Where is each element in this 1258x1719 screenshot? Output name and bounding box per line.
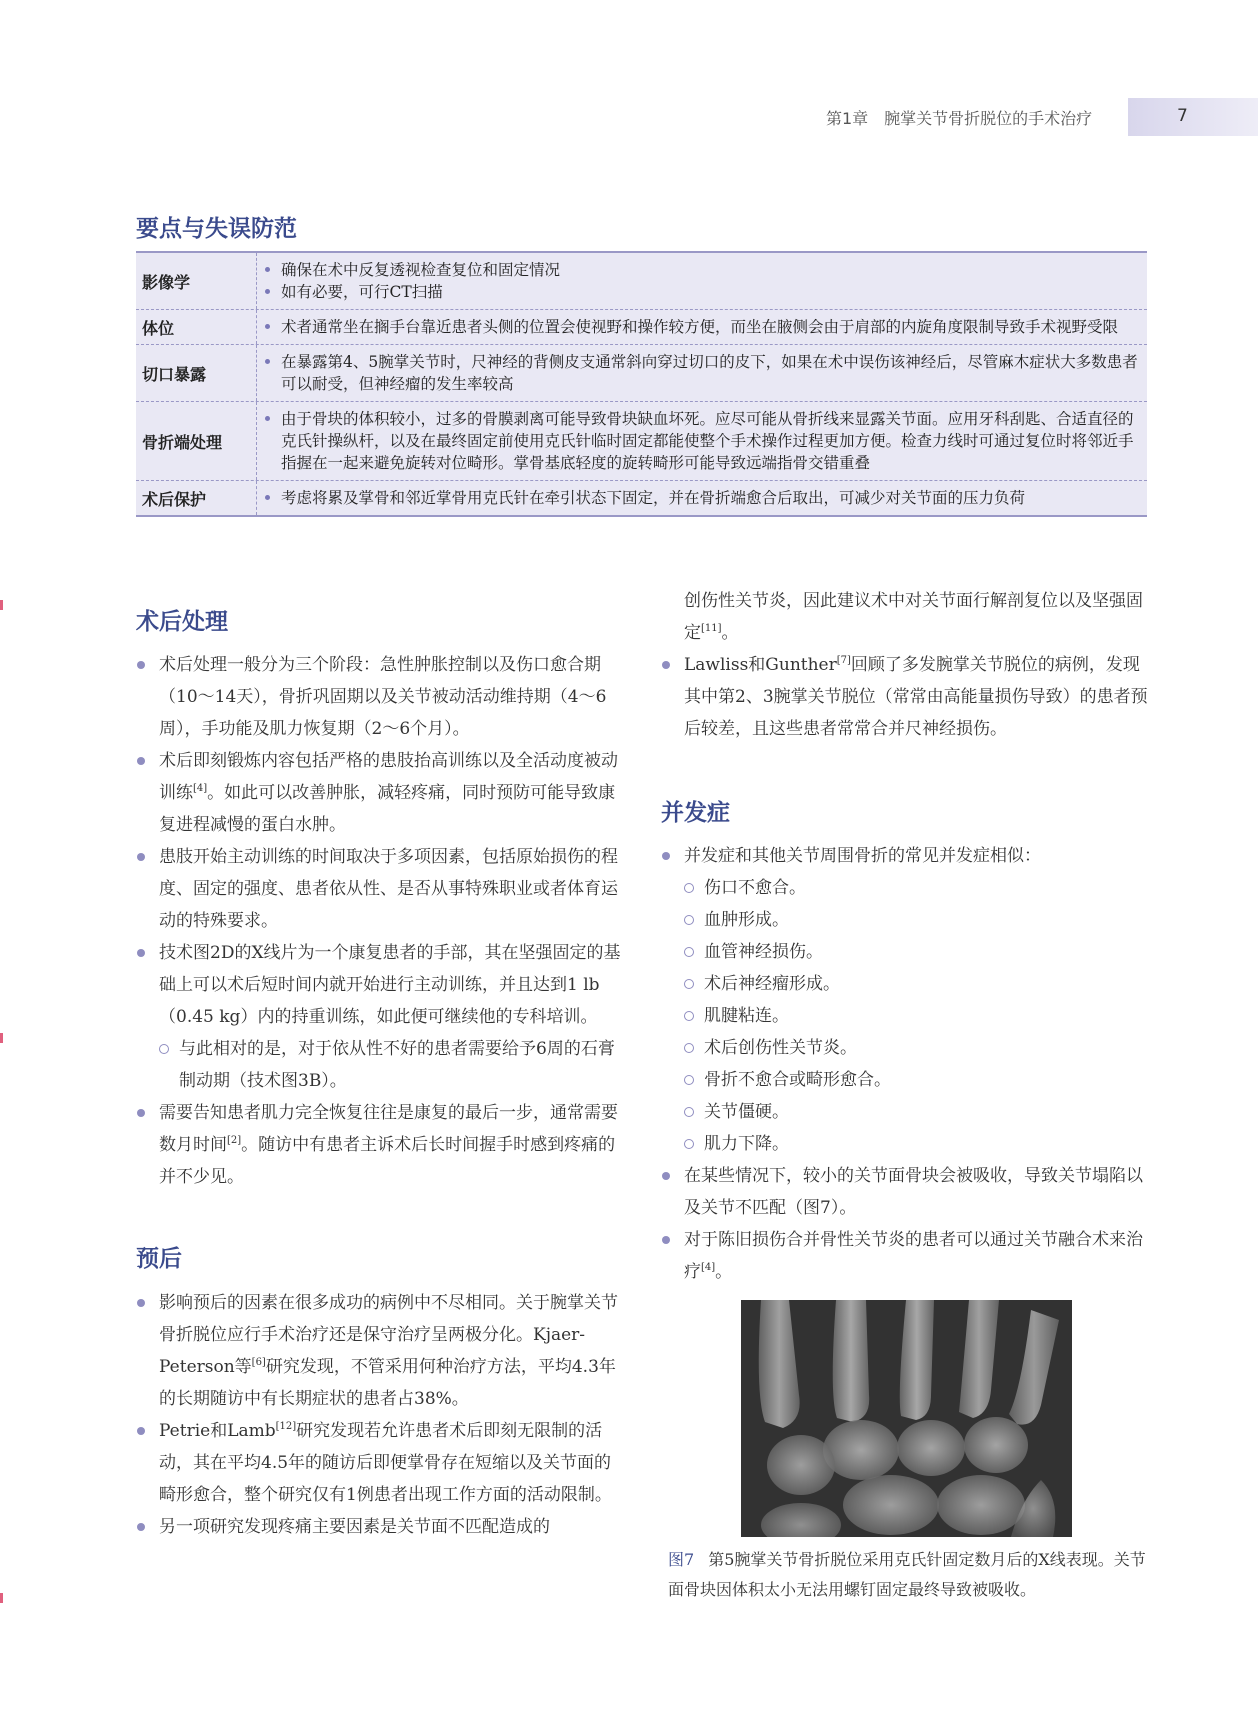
complication-item: 术后创伤性关节炎。 — [661, 1032, 1149, 1064]
xray-figure — [741, 1300, 1072, 1537]
complications-section-title: 并发症 — [661, 800, 730, 826]
complication-item: 血肿形成。 — [661, 904, 1149, 936]
complication-item: 关节僵硬。 — [661, 1096, 1149, 1128]
complication-item: 肌腱粘连。 — [661, 1000, 1149, 1032]
paragraph: 影响预后的因素在很多成功的病例中不尽相同。关于腕掌关节骨折脱位应行手术治疗还是保守治疗呈两极分化。Kjaer-Peterson等[6]研究发现，不管采用何种治疗方法，平均4.3年的长期随访中有长期症状的患者占38%。 — [136, 1287, 624, 1415]
key-point-item: 如有必要，可行CT扫描 — [261, 281, 1143, 303]
right-column-top — [661, 585, 1149, 745]
citation: [2] — [227, 1135, 242, 1146]
citation: [4] — [701, 1262, 716, 1273]
key-point-item: 由于骨块的体积较小，过多的骨膜剥离可能导致骨块缺血坏死。应尽可能从骨折线来显露关节面。应用牙科刮匙、合适直径的克氏针操纵杆，以及在最终固定前使用克氏针临时固定都能使整个手术操作过程更加方便。检查力线时可通过复位时将邻近手指握在一起来避免旋转对位畸形。掌骨基底轻度的旋转畸形可能导致远端指骨交错重叠 — [261, 408, 1143, 474]
paragraph: 术后即刻锻炼内容包括严格的患肢抬高训练以及全活动度被动训练[4]。如此可以改善肿胀，减轻疼痛，同时预防可能导致康复进程减慢的蛋白水肿。 — [136, 745, 624, 841]
citation: [4] — [193, 783, 208, 794]
complication-item: 肌力下降。 — [661, 1128, 1149, 1160]
margin-mark — [0, 1593, 3, 1603]
paragraph-continued: 创伤性关节炎，因此建议术中对关节面行解剖复位以及坚强固定[11]。 — [684, 591, 1143, 643]
paragraph: 技术图2D的X线片为一个康复患者的手部，其在坚强固定的基础上可以术后短时间内就开始进行主动训练，并且达到1 lb（0.45 kg）内的持重训练，如此便可继续他的专科培训。 — [136, 937, 624, 1033]
paragraph: 对于陈旧损伤合并骨性关节炎的患者可以通过关节融合术来治疗[4]。 — [661, 1224, 1149, 1288]
running-header: 第1章 腕掌关节骨折脱位的手术治疗 — [826, 109, 1093, 128]
paragraph: Lawliss和Gunther[7]回顾了多发腕掌关节脱位的病例，发现其中第2、3腕掌关节脱位（常常由高能量损伤导致）的患者预后较差，且这些患者常常合并尺神经损伤。 — [661, 649, 1149, 745]
left-column-bottom — [136, 1287, 624, 1543]
prognosis-section-title: 预后 — [136, 1246, 182, 1272]
paragraph: 术后处理一般分为三个阶段：急性肿胀控制以及伤口愈合期（10～14天），骨折巩固期以及关节被动活动维持期（4～6周），手功能及肌力恢复期（2～6个月）。 — [136, 649, 624, 745]
complication-item: 骨折不愈合或畸形愈合。 — [661, 1064, 1149, 1096]
page-number: 7 — [1177, 106, 1188, 126]
left-column-top — [136, 649, 624, 1193]
margin-mark — [0, 1033, 3, 1043]
figure-number: 图7 — [668, 1550, 695, 1569]
key-point-row — [136, 481, 1147, 515]
complication-item: 术后神经瘤形成。 — [661, 968, 1149, 1000]
complication-item: 血管神经损伤。 — [661, 936, 1149, 968]
key-point-row — [136, 345, 1147, 402]
key-point-row — [136, 402, 1147, 481]
sub-paragraph: 与此相对的是，对于依从性不好的患者需要给予6周的石膏制动期（技术图3B）。 — [136, 1033, 624, 1097]
complication-item: 伤口不愈合。 — [661, 872, 1149, 904]
key-point-item: 考虑将累及掌骨和邻近掌骨用克氏针在牵引状态下固定，并在骨折端愈合后取出，可减少对关节面的压力负荷 — [261, 487, 1143, 509]
postop-section-title: 术后处理 — [136, 609, 228, 635]
citation: [7] — [836, 655, 851, 666]
key-point-item: 在暴露第4、5腕掌关节时，尺神经的背侧皮支通常斜向穿过切口的皮下，如果在术中误伤该神经后，尽管麻木症状大多数患者可以耐受，但神经瘤的发生率较高 — [261, 351, 1143, 395]
key-point-row — [136, 310, 1147, 345]
key-points-title: 要点与失误防范 — [136, 216, 297, 242]
right-column-bottom — [661, 840, 1149, 1288]
paragraph: 需要告知患者肌力完全恢复往往是康复的最后一步，通常需要数月时间[2]。随访中有患者主诉术后长时间握手时感到疼痛的并不少见。 — [136, 1097, 624, 1193]
citation: [11] — [701, 623, 722, 634]
key-point-label: 体位 — [136, 310, 257, 344]
citation: [12] — [275, 1421, 297, 1432]
paragraph: 并发症和其他关节周围骨折的常见并发症相似： — [661, 840, 1149, 872]
citation: [6] — [251, 1357, 266, 1368]
paragraph: 患肢开始主动训练的时间取决于多项因素，包括原始损伤的程度、固定的强度、患者依从性、是否从事特殊职业或者体育运动的特殊要求。 — [136, 841, 624, 937]
key-point-row — [136, 253, 1147, 310]
margin-mark — [0, 600, 3, 610]
key-point-item: 确保在术中反复透视检查复位和固定情况 — [261, 259, 1143, 281]
key-point-label: 切口暴露 — [136, 345, 257, 401]
paragraph: 另一项研究发现疼痛主要因素是关节面不匹配造成的 — [136, 1511, 624, 1543]
page-number-tab — [1128, 98, 1258, 136]
key-point-label: 术后保护 — [136, 481, 257, 515]
key-point-label: 骨折端处理 — [136, 402, 257, 480]
paragraph: Petrie和Lamb[12]研究发现若允许患者术后即刻无限制的活动，其在平均4.5年的随访后即便掌骨存在短缩以及关节面的畸形愈合，整个研究仅有1例患者出现工作方面的活动限制。 — [136, 1415, 624, 1511]
key-points-table — [136, 251, 1147, 517]
paragraph: 在某些情况下，较小的关节面骨块会被吸收，导致关节塌陷以及关节不匹配（图7）。 — [661, 1160, 1149, 1224]
figure-caption: 图7 第5腕掌关节骨折脱位采用克氏针固定数月后的X线表现。关节面骨块因体积太小无法用螺钉固定最终导致被吸收。 — [668, 1550, 1146, 1599]
key-point-label: 影像学 — [136, 253, 257, 309]
key-point-item: 术者通常坐在搁手台靠近患者头侧的位置会使视野和操作较方便，而坐在腋侧会由于肩部的内旋角度限制导致手术视野受限 — [261, 316, 1143, 338]
